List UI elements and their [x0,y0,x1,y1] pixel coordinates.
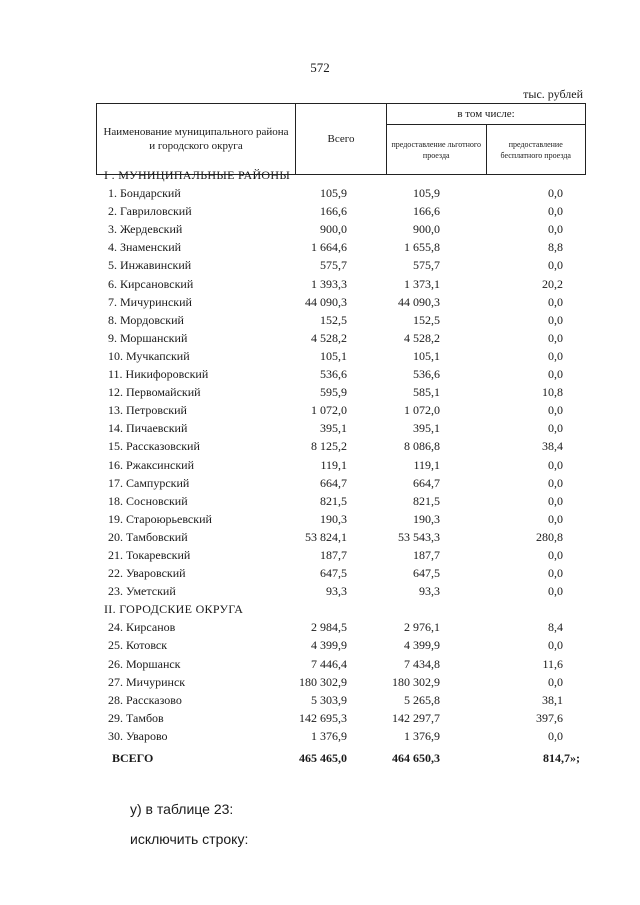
cell-pref: 8 086,8 [404,439,440,454]
cell-free: 0,0 [548,403,563,418]
cell-name: 24. Кирсанов [108,620,176,635]
cell-pref: 119,1 [413,457,440,472]
cell-pref: 105,1 [413,348,440,363]
cell-total: 1 664,6 [311,240,347,255]
table-row [0,564,640,582]
table-row [0,691,640,709]
cell-free: 0,0 [548,204,563,219]
total-row [0,749,640,767]
cell-name: 25. Котовск [108,638,168,653]
cell-name: 23. Уметский [108,584,176,599]
cell-total: 465 465,0 [299,751,347,765]
cell-pref: 53 543,3 [398,529,440,544]
table-row [0,220,640,238]
cell-name: 9. Моршанский [108,330,188,345]
cell-free: 0,0 [548,457,563,472]
table-row [0,456,640,474]
cell-name: 12. Первомайский [108,385,201,400]
cell-free: 0,0 [548,493,563,508]
cell-pref: 7 434,8 [404,656,440,671]
following-text-1: у) в таблице 23: [130,801,234,817]
cell-pref: 1 376,9 [404,728,440,743]
cell-pref: 152,5 [413,312,440,327]
table-body [0,166,640,767]
table-row [0,709,640,727]
cell-free: 0,0 [548,511,563,526]
table-row [0,582,640,600]
cell-total: 821,5 [320,493,347,508]
cell-total: 1 072,0 [311,403,347,418]
cell-total: 166,6 [320,204,347,219]
table-row [0,546,640,564]
table-header [96,103,586,175]
cell-free: 814,7»; [543,751,580,765]
table-row [0,256,640,274]
cell-name: 19. Староюрьевский [108,511,212,526]
cell-total: 575,7 [320,258,347,273]
header-total: Всего [296,104,387,175]
cell-total: 44 090,3 [305,294,347,309]
cell-pref: 575,7 [413,258,440,273]
cell-total: 395,1 [320,421,347,436]
cell-name: 14. Пичаевский [108,421,188,436]
page-number: 572 [310,60,330,75]
cell-free: 0,0 [548,475,563,490]
cell-free: 0,0 [548,638,563,653]
cell-pref: 180 302,9 [392,674,440,689]
cell-name: 4. Знаменский [108,240,182,255]
cell-pref: 2 976,1 [404,620,440,635]
table-row [0,401,640,419]
header-including: в том числе: [387,104,586,125]
cell-name: 7. Мичуринский [108,294,192,309]
cell-total: 119,1 [320,457,347,472]
table-row [0,311,640,329]
cell-free: 8,8 [548,240,563,255]
table-row [0,347,640,365]
cell-total: 5 303,9 [311,692,347,707]
cell-name: I . МУНИЦИПАЛЬНЫЕ РАЙОНЫ [104,168,291,182]
cell-total: 900,0 [320,222,347,237]
cell-pref: 395,1 [413,421,440,436]
cell-free: 0,0 [548,566,563,581]
cell-pref: 187,7 [413,547,440,562]
table-row [0,238,640,256]
cell-total: 1 393,3 [311,276,347,291]
cell-pref: 900,0 [413,222,440,237]
cell-pref: 93,3 [419,584,440,599]
table-row [0,419,640,437]
table-row [0,636,640,654]
cell-name: 1. Бондарский [108,186,181,201]
table-row [0,655,640,673]
cell-total: 105,9 [320,186,347,201]
cell-free: 0,0 [548,728,563,743]
table-row [0,510,640,528]
cell-total: 152,5 [320,312,347,327]
cell-total: 53 824,1 [305,529,347,544]
cell-total: 142 695,3 [299,710,347,725]
header-name: Наименование муниципального района и городского округа [97,104,296,175]
cell-pref: 142 297,7 [392,710,440,725]
cell-total: 187,7 [320,547,347,562]
cell-name: 2. Гавриловский [108,204,192,219]
cell-free: 0,0 [548,674,563,689]
cell-pref: 536,6 [413,367,440,382]
cell-total: 4 399,9 [311,638,347,653]
cell-name: 3. Жердевский [108,222,183,237]
table-row [0,727,640,745]
cell-free: 0,0 [548,367,563,382]
table-row [0,618,640,636]
cell-free: 0,0 [548,584,563,599]
cell-total: 105,1 [320,348,347,363]
cell-pref: 105,9 [413,186,440,201]
table-row [0,383,640,401]
table-row [0,492,640,510]
cell-pref: 664,7 [413,475,440,490]
cell-name: 11. Никифоровский [108,367,209,382]
cell-total: 7 446,4 [311,656,347,671]
cell-pref: 44 090,3 [398,294,440,309]
section-row [0,600,640,618]
table-row [0,202,640,220]
table-row [0,528,640,546]
table-row [0,293,640,311]
cell-pref: 821,5 [413,493,440,508]
cell-pref: 1 655,8 [404,240,440,255]
cell-pref: 1 373,1 [404,276,440,291]
cell-name: 26. Моршанск [108,656,181,671]
cell-pref: 1 072,0 [404,403,440,418]
cell-total: 180 302,9 [299,674,347,689]
cell-name: 27. Мичуринск [108,674,186,689]
cell-total: 190,3 [320,511,347,526]
cell-free: 397,6 [536,710,563,725]
cell-free: 0,0 [548,421,563,436]
cell-free: 0,0 [548,222,563,237]
cell-free: 8,4 [548,620,563,635]
table-row [0,673,640,691]
cell-free: 0,0 [548,330,563,345]
cell-pref: 5 265,8 [404,692,440,707]
table-row [0,474,640,492]
cell-pref: 464 650,3 [392,751,440,765]
cell-free: 10,8 [542,385,563,400]
cell-name: 16. Ржаксинский [108,457,194,472]
cell-free: 280,8 [536,529,563,544]
cell-total: 4 528,2 [311,330,347,345]
cell-name: 28. Рассказово [108,692,182,707]
header-free: предоставление бесплатного проезда [486,125,586,175]
cell-name: 10. Мучкапский [108,348,190,363]
cell-free: 0,0 [548,186,563,201]
following-text-2: исключить строку: [130,831,249,847]
cell-pref: 585,1 [413,385,440,400]
table-row [0,329,640,347]
table-row [0,275,640,293]
cell-pref: 4 528,2 [404,330,440,345]
cell-total: 8 125,2 [311,439,347,454]
cell-free: 0,0 [548,258,563,273]
section-row [0,166,640,184]
cell-pref: 190,3 [413,511,440,526]
cell-total: 647,5 [320,566,347,581]
cell-free: 0,0 [548,312,563,327]
cell-total: 536,6 [320,367,347,382]
units-label: тыс. рублей [523,87,583,101]
cell-total: 664,7 [320,475,347,490]
cell-free: 0,0 [548,348,563,363]
table-row [0,184,640,202]
cell-name: 6. Кирсановский [108,276,194,291]
header-preferential: предоставление льготного проезда [387,125,487,175]
cell-pref: 647,5 [413,566,440,581]
cell-name: 17. Сампурский [108,475,190,490]
table-row [0,437,640,455]
cell-total: 595,9 [320,385,347,400]
cell-name: 15. Рассказовский [108,439,200,454]
cell-pref: 166,6 [413,204,440,219]
cell-free: 0,0 [548,294,563,309]
cell-name: ВСЕГО [112,751,154,765]
cell-name: 30. Уварово [108,728,168,743]
cell-total: 1 376,9 [311,728,347,743]
cell-total: 93,3 [326,584,347,599]
cell-name: 18. Сосновский [108,493,188,508]
cell-free: 0,0 [548,547,563,562]
cell-free: 11,6 [542,656,563,671]
cell-free: 20,2 [542,276,563,291]
cell-name: 21. Токаревский [108,547,191,562]
cell-pref: 4 399,9 [404,638,440,653]
cell-name: 5. Инжавинский [108,258,192,273]
cell-total: 2 984,5 [311,620,347,635]
cell-name: II. ГОРОДСКИЕ ОКРУГА [104,602,244,617]
cell-name: 13. Петровский [108,403,187,418]
cell-name: 20. Тамбовский [108,529,188,544]
table-row [0,365,640,383]
cell-free: 38,1 [542,692,563,707]
cell-name: 8. Мордовский [108,312,184,327]
cell-free: 38,4 [542,439,563,454]
cell-name: 29. Тамбов [108,710,164,725]
cell-name: 22. Уваровский [108,566,186,581]
